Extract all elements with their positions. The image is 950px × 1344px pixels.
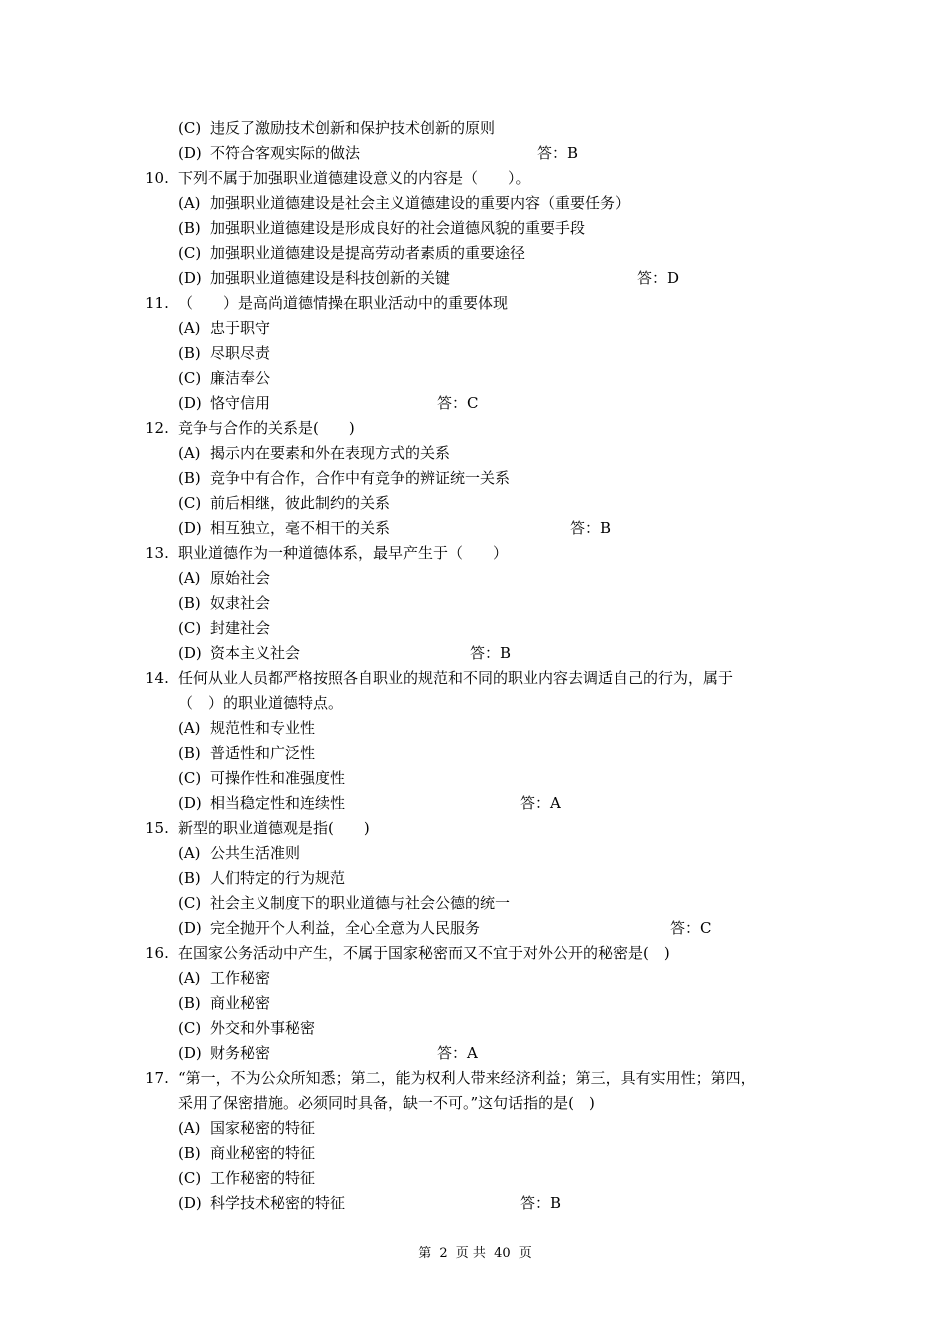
option-letter: (C) (178, 894, 202, 912)
question-text: （ ）是高尚道德情操在职业活动中的重要体现 (178, 294, 509, 312)
option-text: 加强职业道德建设是形成良好的社会道德风貌的重要手段 (210, 219, 586, 237)
question-number: 13. (145, 544, 169, 562)
option-letter: (C) (178, 769, 202, 787)
option-text: 相当稳定性和连续性 (210, 794, 346, 812)
option-text: 加强职业道德建设是提高劳动者素质的重要途径 (210, 244, 526, 262)
option-text: 尽职尽责 (210, 344, 271, 362)
option-text: 商业秘密 (210, 994, 271, 1012)
question-text: 在国家公务活动中产生，不属于国家秘密而又不宜于对外公开的秘密是( ) (178, 944, 670, 962)
option-text: 前后相继，彼此制约的关系 (210, 494, 391, 512)
option-letter: (D) (178, 269, 202, 287)
option-text: 商业秘密的特征 (210, 1144, 316, 1162)
option-text: 竞争中有合作，合作中有竞争的辨证统一关系 (210, 469, 511, 487)
option-letter: (B) (178, 869, 201, 887)
answer-text: 答：C (670, 919, 712, 937)
option-letter: (C) (178, 494, 202, 512)
option-text: 完全抛开个人利益，全心全意为人民服务 (210, 919, 481, 937)
option-letter: (C) (178, 119, 202, 137)
option-letter: (D) (178, 144, 202, 162)
footer-prefix: 第 (418, 1246, 432, 1261)
option-text: 忠于职守 (210, 319, 271, 337)
question-number: 15. (145, 819, 169, 837)
question-number: 12. (145, 419, 169, 437)
question-number: 17. (145, 1069, 169, 1087)
question-number: 10. (145, 169, 169, 187)
option-letter: (B) (178, 219, 201, 237)
option-text: 相互独立，毫不相干的关系 (210, 519, 391, 537)
option-letter: (D) (178, 1194, 202, 1212)
option-text: 封建社会 (210, 619, 271, 637)
option-text: 恪守信用 (210, 394, 271, 412)
option-text: 廉洁奉公 (210, 369, 271, 387)
option-letter: (C) (178, 1019, 202, 1037)
footer-page-number: 2 (439, 1246, 448, 1261)
answer-text: 答：D (637, 269, 680, 287)
question-text: 竞争与合作的关系是( ) (178, 419, 355, 437)
option-letter: (A) (178, 844, 201, 862)
option-letter: (B) (178, 594, 201, 612)
option-letter: (D) (178, 644, 202, 662)
question-text: 新型的职业道德观是指( ) (178, 819, 370, 837)
option-letter: (B) (178, 994, 201, 1012)
option-letter: (C) (178, 244, 202, 262)
answer-text: 答：A (520, 794, 561, 812)
option-text: 普适性和广泛性 (210, 744, 316, 762)
option-letter: (B) (178, 744, 201, 762)
question-number: 14. (145, 669, 169, 687)
question-number: 16. (145, 944, 169, 962)
option-text: 违反了激励技术创新和保护技术创新的原则 (210, 119, 496, 137)
option-letter: (A) (178, 719, 201, 737)
option-letter: (D) (178, 794, 202, 812)
option-text: 工作秘密 (210, 969, 271, 987)
option-text: 不符合客观实际的做法 (210, 144, 361, 162)
option-text: 资本主义社会 (210, 644, 301, 662)
option-letter: (A) (178, 444, 201, 462)
option-letter: (B) (178, 469, 201, 487)
option-text: 科学技术秘密的特征 (210, 1194, 346, 1212)
answer-text: 答：B (570, 519, 612, 537)
option-letter: (C) (178, 369, 202, 387)
option-letter: (A) (178, 1119, 201, 1137)
option-letter: (D) (178, 919, 202, 937)
option-letter: (B) (178, 344, 201, 362)
answer-text: 答：B (470, 644, 512, 662)
footer-total-pages: 40 (494, 1246, 511, 1261)
option-letter: (D) (178, 519, 202, 537)
question-text: 任何从业人员都严格按照各自职业的规范和不同的职业内容去调适自己的行为，属于 (178, 669, 734, 687)
footer-middle: 页 共 (455, 1246, 486, 1261)
answer-text: 答：B (520, 1194, 562, 1212)
answer-text: 答：A (437, 1044, 478, 1062)
option-text: 规范性和专业性 (210, 719, 316, 737)
option-letter: (A) (178, 969, 201, 987)
option-text: 加强职业道德建设是科技创新的关键 (210, 269, 451, 287)
answer-text: 答：B (537, 144, 579, 162)
question-text: 职业道德作为一种道德体系，最早产生于（ ） (178, 544, 509, 562)
page-footer (0, 1244, 950, 1264)
option-text: 社会主义制度下的职业道德与社会公德的统一 (210, 894, 511, 912)
question-text: “第一，不为公众所知悉；第二，能为权利人带来经济利益；第三，具有实用性；第四， (178, 1069, 756, 1087)
option-letter: (D) (178, 394, 202, 412)
question-text: 采用了保密措施。必须同时具备，缺一不可。”这句话指的是( ) (178, 1094, 595, 1112)
option-text: 财务秘密 (210, 1044, 271, 1062)
option-text: 国家秘密的特征 (210, 1119, 316, 1137)
option-text: 人们特定的行为规范 (210, 869, 346, 887)
option-text: 公共生活准则 (210, 844, 301, 862)
footer-suffix: 页 (518, 1246, 532, 1261)
option-letter: (C) (178, 1169, 202, 1187)
option-text: 奴隶社会 (210, 594, 271, 612)
option-letter: (A) (178, 569, 201, 587)
question-number: 11. (145, 294, 169, 312)
answer-text: 答：C (437, 394, 479, 412)
question-text: 下列不属于加强职业道德建设意义的内容是（ ）。 (178, 169, 531, 187)
option-text: 工作秘密的特征 (210, 1169, 316, 1187)
option-text: 外交和外事秘密 (210, 1019, 316, 1037)
option-letter: (B) (178, 1144, 201, 1162)
option-letter: (C) (178, 619, 202, 637)
option-text: 加强职业道德建设是社会主义道德建设的重要内容（重要任务） (210, 194, 631, 212)
option-text: 可操作性和准强度性 (210, 769, 346, 787)
option-text: 揭示内在要素和外在表现方式的关系 (210, 444, 451, 462)
option-letter: (A) (178, 319, 201, 337)
option-letter: (A) (178, 194, 201, 212)
option-text: 原始社会 (210, 569, 271, 587)
option-letter: (D) (178, 1044, 202, 1062)
question-text: （ ）的职业道德特点。 (178, 694, 344, 712)
